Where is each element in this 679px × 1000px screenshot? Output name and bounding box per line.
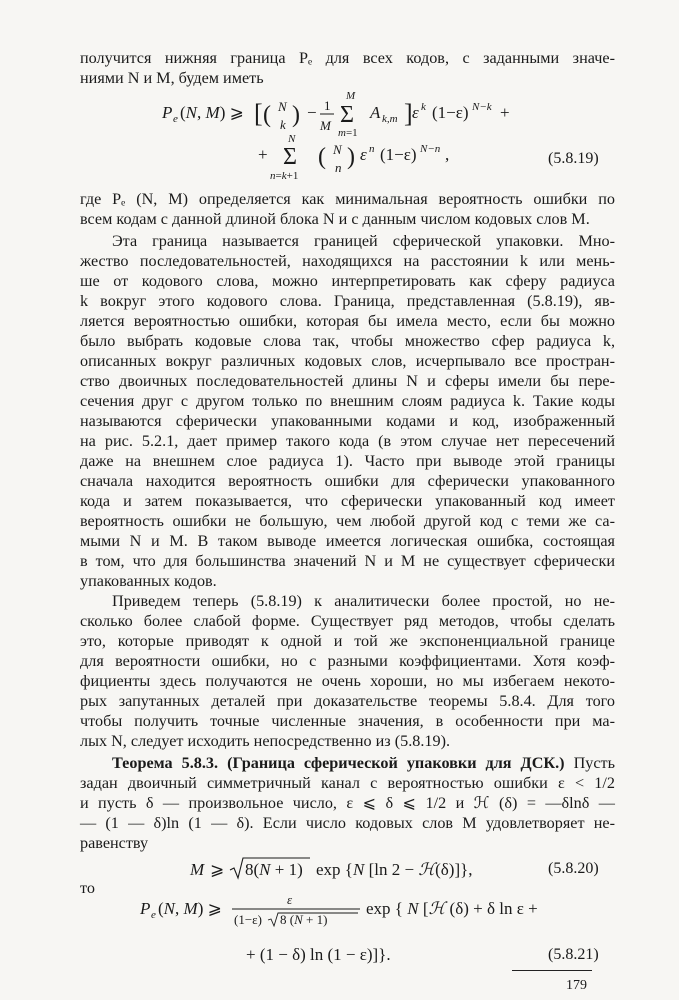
text-line: сколько более слабой форме. Существует ряд методов, чтобы сделать: [80, 612, 615, 630]
svg-text:M: M: [320, 118, 331, 133]
svg-text:M: M: [190, 860, 205, 879]
svg-text:(1−ε): (1−ε): [234, 912, 262, 927]
svg-text:N: N: [278, 99, 287, 114]
text-line: это, которые приводят к одной и той же экспоненциальной границе: [80, 632, 615, 650]
svg-text:ε: ε: [412, 103, 419, 122]
svg-text:8 (N + 1): 8 (N + 1): [280, 912, 328, 927]
svg-text:+: +: [258, 145, 268, 164]
svg-text:Σ: Σ: [283, 144, 297, 170]
theorem-title: Теорема 5.8.3. (Граница сферической упаковки для ДСК.): [112, 754, 565, 772]
svg-text:n=k+1: n=k+1: [270, 170, 299, 182]
text-line: k вокруг этого кодового слова. Граница, представленная (5.8.19), яв-: [80, 292, 615, 310]
text-line: называются сферически упакованными кодами и код, изображенный: [80, 412, 615, 430]
svg-text:Σ: Σ: [340, 102, 354, 128]
svg-text:n: n: [369, 143, 375, 155]
text-line: сечения друг с другом только по внешним слоям радиуса k. Такие коды: [80, 392, 615, 410]
footer-rule: [512, 970, 592, 971]
svg-text:N: N: [333, 142, 342, 157]
text-line: рых запутанных деталей при доказательстве теоремы 5.8.4. Для того: [80, 692, 615, 710]
svg-text:A: A: [370, 103, 381, 122]
equation-5-8-21: [140, 890, 560, 946]
equation-number: (5.8.20): [548, 860, 599, 877]
equation-number: (5.8.19): [548, 150, 599, 167]
text-line: упакованных кодов.: [80, 572, 217, 590]
svg-text:N−n: N−n: [420, 143, 441, 155]
svg-text:N−k: N−k: [472, 101, 492, 113]
svg-text:+: +: [500, 103, 510, 122]
svg-text:(N, M) ⩾: (N, M) ⩾: [180, 103, 244, 122]
svg-text:): ): [347, 144, 355, 170]
text-line: для вероятности ошибки, но с разными коэффициентами. Хотя коэф-: [80, 652, 615, 670]
text-line: Приведем теперь (5.8.19) к аналитически более простой, но не-: [112, 592, 615, 610]
svg-text:1: 1: [324, 98, 331, 113]
svg-text:k: k: [421, 101, 426, 113]
svg-text:]: ]: [404, 99, 413, 128]
svg-text:P: P: [162, 103, 173, 122]
svg-text:[: [: [254, 99, 263, 128]
text-line: в том, что для большинства значений N и M не существует сферически: [80, 552, 615, 570]
svg-text:exp {N [ln 2 − ℋ(δ)]},: exp {N [ln 2 − ℋ(δ)]},: [316, 860, 473, 879]
text-line: то: [80, 879, 95, 897]
svg-text:(N, M) ⩾: (N, M) ⩾: [158, 899, 222, 918]
equation-5-8-20: [190, 854, 510, 884]
svg-text:⩾: ⩾: [210, 860, 225, 879]
equation-5-8-19: [150, 88, 610, 180]
svg-text:e: e: [151, 909, 156, 921]
text-line: на рис. 5.2.1, дает пример такого кода (в этом случае нет пересечений: [80, 432, 615, 450]
svg-text:(: (: [318, 144, 326, 170]
svg-text:ε: ε: [287, 892, 293, 907]
text-line: Эта граница называется границей сферической упаковки. Мно-: [112, 232, 615, 250]
text-line: ше от кодового слова, можно интерпретировать как сферу радиуса: [80, 272, 615, 290]
text-line: даже на внешнем слое радиуса 1). Часто при выводе этой границы: [80, 452, 615, 470]
text-line: получится нижняя граница Pₑ для всех кодов, с заданными значе-: [80, 49, 615, 67]
text-line: всем кодам с данной длиной блока N и с данным числом кодовых слов M.: [80, 210, 590, 228]
svg-text:,: ,: [445, 145, 450, 164]
text-line: задан двоичный симметричный канал с вероятностью ошибки ε < 1/2: [80, 774, 615, 792]
svg-text:e: e: [173, 113, 178, 125]
svg-text:(1−ε): (1−ε): [380, 145, 417, 164]
equation-line: + (1 − δ) ln (1 − ε)]}.: [246, 945, 391, 964]
text-line: где Pₑ (N, M) определяется как минимальная вероятность ошибки по: [80, 190, 615, 208]
text-line: ляется вероятностью ошибки, которая бы имела место, если бы можно: [80, 312, 615, 330]
page-number: 179: [566, 978, 587, 993]
text-line: чтобы получить точные численные значения, в особенности при ма-: [80, 712, 615, 730]
text-line: — (1 — δ)ln (1 — δ). Если число кодовых слов M удовлетворяет не-: [80, 814, 615, 832]
theorem-heading-line: [112, 753, 615, 773]
svg-text:k,m: k,m: [382, 113, 398, 125]
text-line: фициенты здесь получаются не очень хороши, но мы избегаем некото-: [80, 672, 615, 690]
svg-text:N: N: [288, 133, 296, 145]
text-line: ство двоичных последовательностей длины N и сферы имели бы пере-: [80, 372, 615, 390]
svg-text:k: k: [280, 117, 286, 132]
text-line: лых N, следует исходить непосредственно из (5.8.19).: [80, 732, 451, 750]
text-line: было выбрать кодовые слова так, чтобы множество сфер радиуса k,: [80, 332, 615, 350]
text-line: и пусть δ — произвольное число, ε ⩽ δ ⩽ 1/2 и ℋ (δ) = —δlnδ —: [80, 794, 615, 812]
text-line: сначала находится вероятность ошибки для сферически упакованного: [80, 472, 615, 490]
text-line: вероятность ошибки не большую, чем любой другой код с теми же са-: [80, 512, 615, 530]
svg-text:exp { N [ℋ (δ) + δ ln ε +: exp { N [ℋ (δ) + δ ln ε +: [366, 899, 538, 918]
text-line: мыми N и M. В таком выводе имеется логическая ошибка, состоящая: [80, 532, 615, 550]
text-line: кода и затем показывается, что сферически упакованный код имеет: [80, 492, 615, 510]
text-line: равенству: [80, 834, 149, 852]
svg-text:(1−ε): (1−ε): [432, 103, 469, 122]
svg-text:n: n: [335, 160, 342, 175]
svg-text:8(N + 1): 8(N + 1): [245, 860, 303, 879]
theorem-text: Пусть: [573, 754, 615, 772]
text-line: жество последовательностей, находящихся на расстоянии k или мень-: [80, 252, 615, 270]
svg-text:m=1: m=1: [338, 127, 358, 139]
text-line: описанных вокруг различных кодовых слов, исчерпывало все простран-: [80, 352, 615, 370]
svg-text:): ): [292, 102, 300, 128]
svg-text:(: (: [263, 102, 271, 128]
svg-text:ε: ε: [360, 145, 367, 164]
svg-text:P: P: [140, 899, 151, 918]
equation-number: (5.8.21): [548, 946, 599, 963]
text-line: ниями N и M, будем иметь: [80, 69, 264, 87]
svg-text:M: M: [346, 90, 356, 102]
svg-text:−: −: [307, 103, 317, 122]
